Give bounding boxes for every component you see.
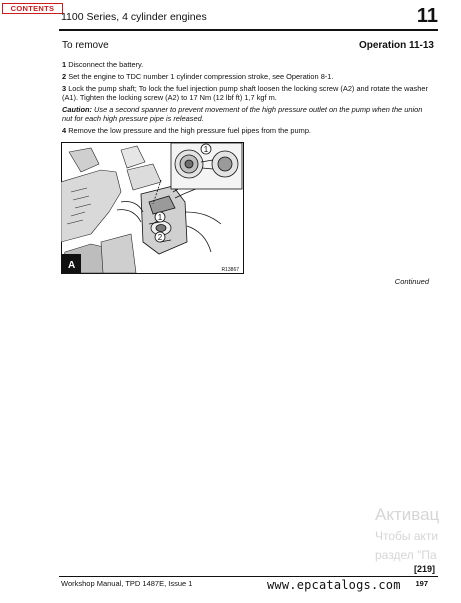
caution-text: Use a second spanner to prevent movement of the high pressure outlet on the pump when the union nut for each high pressure pipe is released. (62, 104, 423, 123)
header-rule (59, 29, 438, 31)
step-number: 4 (62, 125, 67, 135)
page-header-title: 1100 Series, 4 cylinder engines (61, 11, 207, 23)
watermark-line-3: раздел "Па (375, 548, 437, 562)
step-text: Lock the pump shaft; To lock the fuel injection pump shaft loosen the locking screw (A2) and rotate the washer (A1). Tighten the locking screw (A2) to 17 Nm (12 lbf ft) 1,7 kgf m. (62, 83, 428, 102)
callout-2: 2 (157, 232, 163, 242)
watermark-line-2: Чтобы акти (375, 529, 439, 543)
step-text: Set the engine to TDC number 1 cylinder compression stroke, see Operation 8-1. (68, 71, 334, 81)
step-number: 2 (62, 71, 67, 81)
figure-label: A (68, 260, 76, 271)
watermark-line-1: Активац (375, 505, 440, 524)
operation-number: Operation 11-13 (358, 40, 434, 51)
step-1 (62, 60, 434, 69)
step-text: Remove the low pressure and the high pressure fuel pipes from the pump. (68, 125, 311, 135)
pump-illustration (61, 142, 244, 274)
step-text: Disconnect the battery. (68, 60, 144, 69)
step-number: 3 (62, 83, 67, 93)
procedure-steps (62, 60, 434, 138)
step-4 (62, 126, 434, 135)
page-number: 197 (415, 579, 428, 588)
contents-button[interactable]: CONTENTS (2, 3, 63, 14)
inset-callout-1: 1 (203, 144, 209, 154)
step-number: 1 (62, 60, 67, 69)
figure-ref-code: R13867 (221, 267, 239, 273)
caution-note (62, 105, 434, 124)
footer-rule (59, 576, 438, 577)
caution-label: Caution: (62, 104, 92, 114)
windows-activation-watermark (375, 505, 439, 563)
continued-label: Continued (394, 277, 429, 286)
callout-1: 1 (157, 212, 163, 222)
footer-manual-info: Workshop Manual, TPD 1487E, Issue 1 (61, 579, 193, 588)
page-reference: [219] (413, 564, 435, 574)
section-number: 11 (416, 5, 438, 27)
procedure-heading: To remove (62, 40, 109, 51)
footer-url[interactable]: www.epcatalogs.com (267, 578, 401, 592)
step-2 (62, 72, 434, 81)
step-3 (62, 84, 434, 103)
